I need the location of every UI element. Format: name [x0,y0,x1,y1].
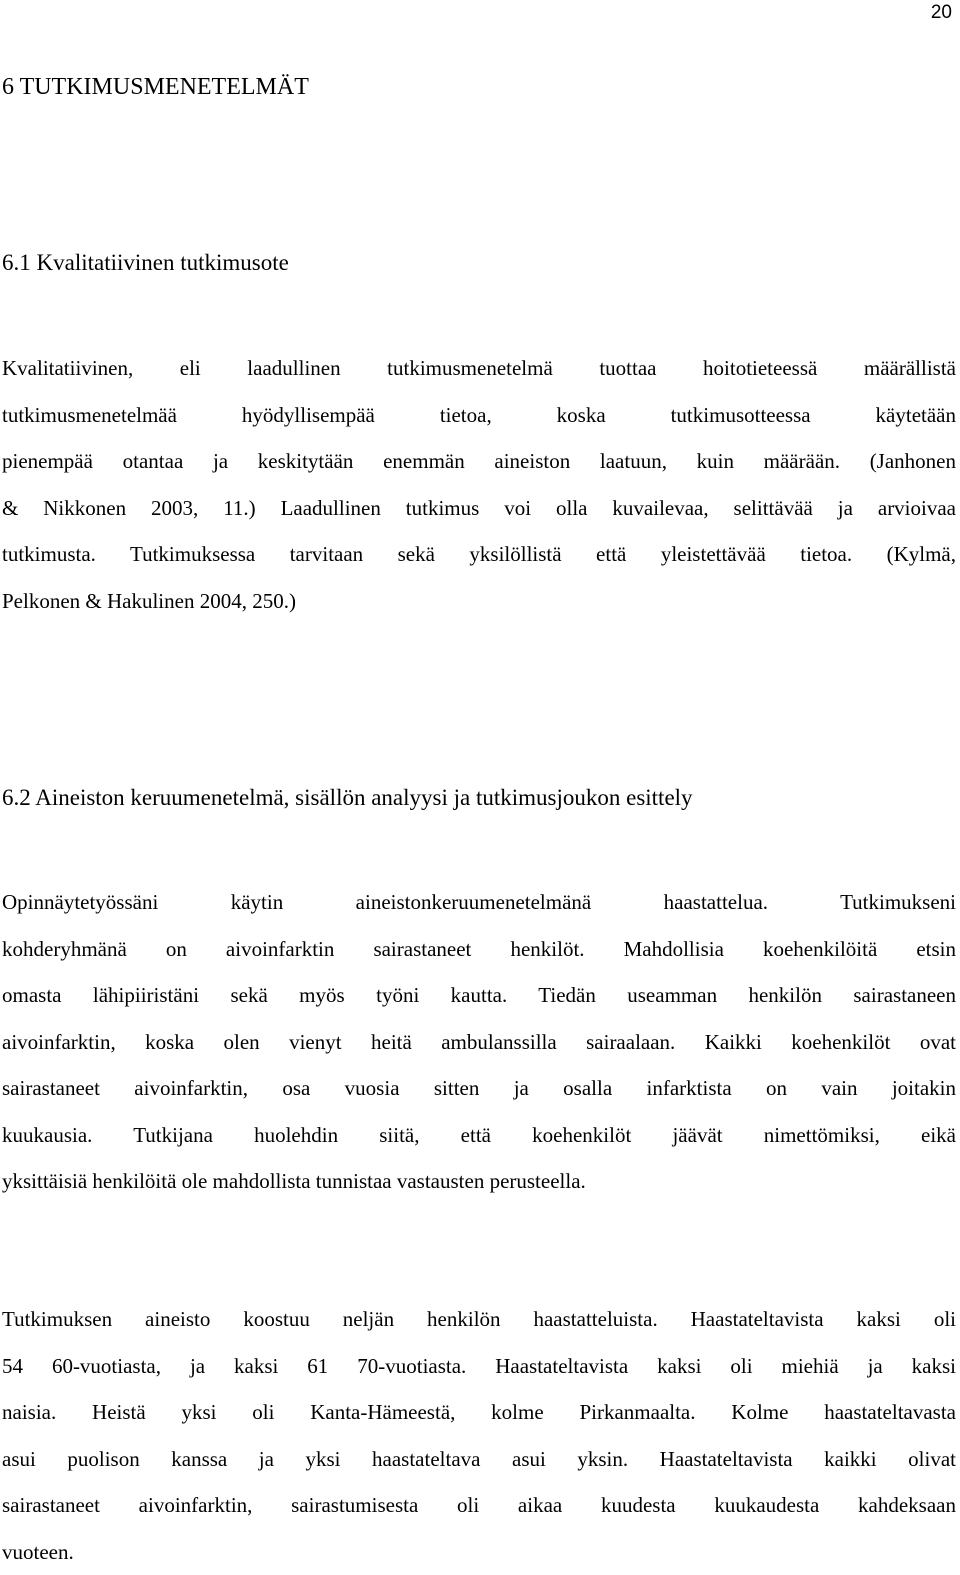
chapter-heading: 6 TUTKIMUSMENETELMÄT [2,72,309,102]
paragraph-qualitative-approach [2,345,956,624]
text-line: tutkimusta. Tutkimuksessa tarvitaan sekä yksilöllistä että yleistettävää tietoa. (Kylmä, [2,531,956,578]
text-line: Pelkonen & Hakulinen 2004, 250.) [2,578,956,625]
text-line: sairastaneet aivoinfarktin, osa vuosia sitten ja osalla infarktista on vain joitakin [2,1065,956,1112]
section-heading-6-2: 6.2 Aineiston keruumenetelmä, sisällön analyysi ja tutkimusjoukon esittely [2,783,693,813]
text-line: kohderyhmänä on aivoinfarktin sairastaneet henkilöt. Mahdollisia koehenkilöitä etsin [2,926,956,973]
text-line: yksittäisiä henkilöitä ole mahdollista tunnistaa vastausten perusteella. [2,1158,956,1205]
text-line: 54 60-vuotiasta, ja kaksi 61 70-vuotiasta. Haastateltavista kaksi oli miehiä ja kaksi [2,1343,956,1390]
text-line: tutkimusmenetelmää hyödyllisempää tietoa, koska tutkimusotteessa käytetään [2,392,956,439]
section-heading-6-1: 6.1 Kvalitatiivinen tutkimusote [2,248,289,278]
paragraph-data-collection [2,879,956,1205]
text-line: naisia. Heistä yksi oli Kanta-Hämeestä, kolme Pirkanmaalta. Kolme haastateltavasta [2,1389,956,1436]
text-line: vuoteen. [2,1529,956,1575]
text-line: aivoinfarktin, koska olen vienyt heitä ambulanssilla sairaalaan. Kaikki koehenkilöt ovat [2,1019,956,1066]
text-line: pienempää otantaa ja keskitytään enemmän aineiston laatuun, kuin määrään. (Janhonen [2,438,956,485]
text-line: omasta lähipiiristäni sekä myös työni kautta. Tiedän useamman henkilön sairastaneen [2,972,956,1019]
text-line: asui puolison kanssa ja yksi haastateltava asui yksin. Haastateltavista kaikki olivat [2,1436,956,1483]
text-line: Tutkimuksen aineisto koostuu neljän henkilön haastatteluista. Haastateltavista kaksi oli [2,1296,956,1343]
text-line: sairastaneet aivoinfarktin, sairastumisesta oli aikaa kuudesta kuukaudesta kahdeksaan [2,1482,956,1529]
text-line: & Nikkonen 2003, 11.) Laadullinen tutkimus voi olla kuvailevaa, selittävää ja arvioivaa [2,485,956,532]
text-line: kuukausia. Tutkijana huolehdin siitä, että koehenkilöt jäävät nimettömiksi, eikä [2,1112,956,1159]
text-line: Kvalitatiivinen, eli laadullinen tutkimusmenetelmä tuottaa hoitotieteessä määrällistä [2,345,956,392]
text-line: Opinnäytetyössäni käytin aineistonkeruumenetelmänä haastattelua. Tutkimukseni [2,879,956,926]
paragraph-sample-description [2,1296,956,1575]
page-number: 20 [931,2,952,24]
